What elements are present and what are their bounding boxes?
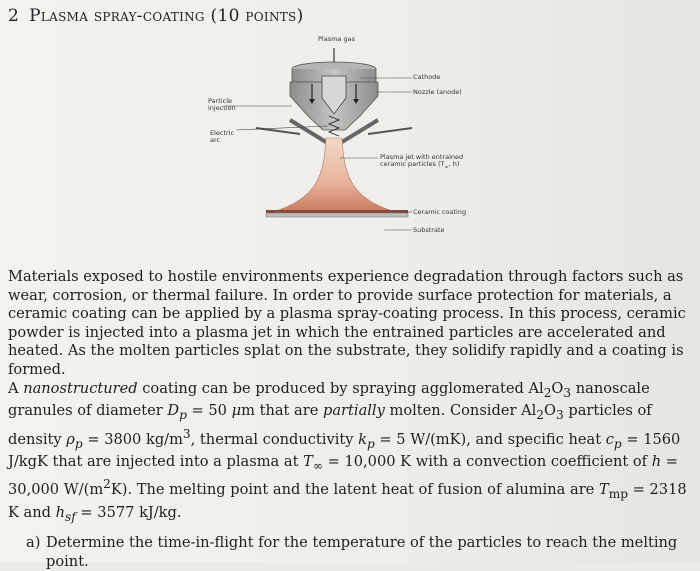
label-ceramic-coating: Ceramic coating bbox=[413, 208, 467, 216]
question-a-line1: Determine the time-in-flight for the temperature of the particles to reach the melting bbox=[46, 534, 678, 552]
label-cathode: Cathode bbox=[413, 73, 441, 81]
label-plasma-gas: Plasma gas bbox=[318, 35, 355, 43]
label-plasma-jet: Plasma jet with entrained ceramic particles ($T_\infty$, h) bbox=[380, 153, 464, 171]
plasma-spray-figure bbox=[200, 34, 500, 244]
label-particle-injection: Particle injection bbox=[208, 97, 236, 112]
question-a-label: a) bbox=[26, 534, 41, 552]
label-electric-arc: Electric arc bbox=[210, 129, 235, 144]
ceramic-coating-layer bbox=[266, 210, 408, 213]
question-a-line2: point. bbox=[46, 552, 89, 570]
question-a bbox=[26, 534, 688, 571]
problem-points: (10 points) bbox=[210, 6, 304, 26]
problem-text bbox=[8, 268, 688, 571]
label-nozzle: Nozzle (anode) bbox=[413, 88, 462, 96]
problem-heading bbox=[8, 6, 304, 26]
problem-number: 2 bbox=[8, 6, 20, 26]
given-data-paragraph: A nanostructured coating can be produced by spraying agglomerated $Al_2O_3$ nanoscale granules of diameter $D_p = 50$ μm that are partially molten. Consider $Al_2O_3$ particles of density $\rho_p = 3800$ $kg/m^3$, thermal conductivity $k_p = 5$ W/(mK), and specific heat $c_p = 1560$ J/kgK that are injected into a plasma at $T_\infty = 10,000$ K with a convection coefficient of h = 30,000 $W/(m^2K)$. The melting point and the latent heat of fusion of alumina are $T_{mp} = 2318$ K and $h_{sf} = 3577$ kJ/kg. bbox=[8, 379, 687, 524]
bleed-through-text bbox=[370, 10, 374, 26]
label-substrate: Substrate bbox=[413, 226, 445, 234]
problem-title: Plasma spray-coating bbox=[29, 6, 205, 26]
substrate-plate bbox=[266, 213, 408, 217]
plasma-jet bbox=[272, 138, 396, 212]
intro-paragraph: Materials exposed to hostile environments experience degradation through factors such as wear, corrosion, or thermal failure. In order to provide surface protection for materials, a ceramic coating can be applied by a plasma spray-coating process. In this process, ceramic powder is injected into a plasma jet in which the entrained particles are accelerated and heated. As the molten particles splat on the substrate, they solidify rapidly and a coating is formed. bbox=[8, 268, 686, 378]
